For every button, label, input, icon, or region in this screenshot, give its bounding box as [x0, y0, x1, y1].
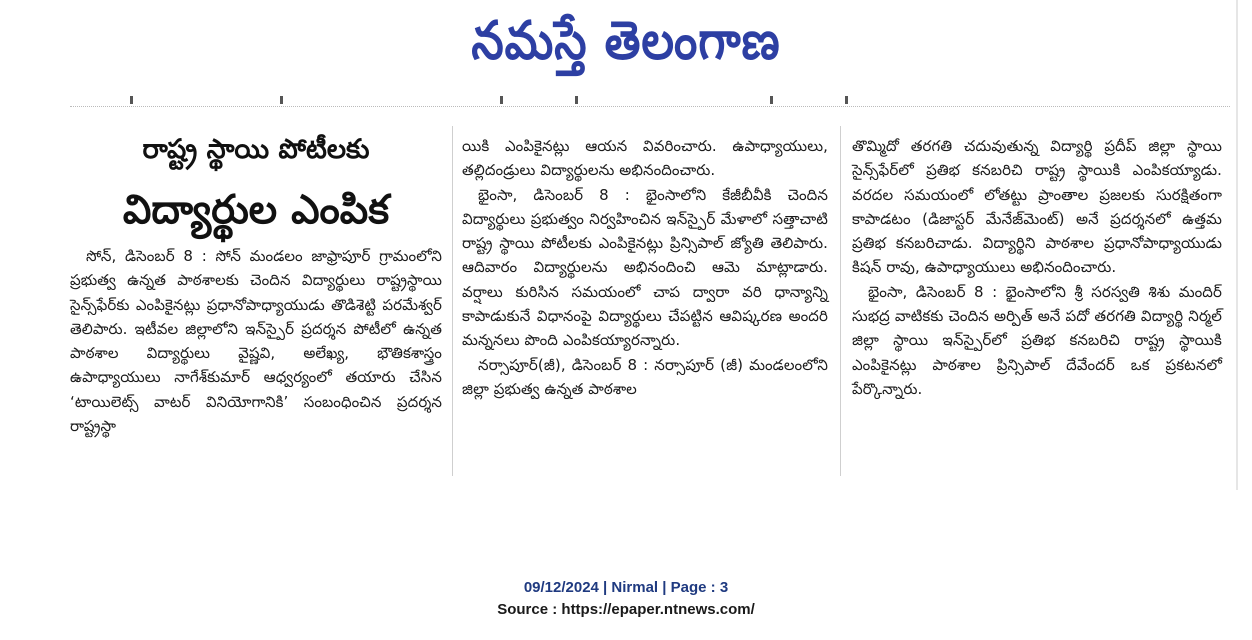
footer-edition-info: 09/12/2024 | Nirmal | Page : 3: [523, 579, 729, 596]
article-column-2: [462, 134, 828, 401]
footer-source: Source : https://epaper.ntnews.com/: [497, 601, 755, 618]
newspaper-title: నమస్తే తెలంగాణ: [471, 8, 781, 72]
headline-kicker: రాష్ట్ర స్థాయి పోటీలకు: [142, 134, 370, 165]
paragraph: యికి ఎంపికైనట్లు ఆయన వివరించారు. ఉపాధ్యాయులు, తల్లిదండ్రులు విద్యార్థులను అభినందించారు.: [462, 137, 828, 180]
clipping-cut-line: [70, 96, 1230, 107]
paragraph: సోన్, డిసెంబర్ 8 : సోన్ మండలం జాఫ్రాపూర్ గ్రామంలోని ప్రభుత్వ ఉన్నత పాఠశాలకు చెందిన విద్యార్థులు రాష్ట్రస్థాయి సైన్స్‌ఫేర్‌కు ఎంపికైనట్లు ప్రధానోపాధ్యాయుడు తొడిశెట్టి పరమేశ్వర్ తెలిపారు. ఇటీవల జిల్లాలోని ఇన్‌స్పైర్ ప్రదర్శన పోటీలో ఉన్నత పాఠశాల విద్యార్థులు వైష్ణవి, అలేఖ్య, భౌతికశాస్త్రం ఉపాధ్యాయులు నాగేశ్‌కుమార్ ఆధ్వర్యంలో తయారు చేసిన ‘టాయిలెట్స్ వాటర్ వినియోగానికి’ సంబంధించిన ప్రదర్శన రాష్ట్రస్థా: [70, 247, 442, 436]
cut-mark: [130, 96, 133, 104]
paragraph: నర్సాపూర్(జీ), డిసెంబర్ 8 : నర్సాపూర్ (జీ) మండలంలోని జిల్లా ప్రభుత్వ ఉన్నత పాఠశాల: [462, 355, 828, 398]
article-column-1: [70, 244, 442, 438]
paragraph: తొమ్మిదో తరగతి చదువుతున్న విద్యార్థి ప్రదీప్ జిల్లా స్థాయి సైన్స్‌ఫేర్‌లో ప్రతిభ కనబరిచి రాష్ట్ర స్థాయికి ఎంపికయ్యాడు. వరదల సమయంలో లోతట్టు ప్రాంతాల ప్రజలకు సురక్షితంగా కాపాడటం (డిజాస్టర్ మేనేజ్‌మెంట్) అనే ప్రదర్శనలో ఉత్తమ ప్రతిభ కనబరిచాడు. విద్యార్థిని పాఠశాల ప్రధానోపాధ్యాయుడు కిషన్ రావు, ఉపాధ్యాయులు అభినందించారు.: [852, 137, 1222, 277]
masthead: [0, 4, 1252, 76]
headline: విద్యార్థుల ఎంపిక: [122, 187, 390, 233]
cut-mark: [770, 96, 773, 104]
cut-mark: [845, 96, 848, 104]
paragraph: భైంసా, డిసెంబర్ 8 : భైంసాలోని కేజీబీవీకి చెందిన విద్యార్థులు ప్రభుత్వం నిర్వహించిన ఇన్‌స్పైర్ మేళాలో సత్తాచాటి రాష్ట్ర స్థాయి పోటీలకు ఎంపికైనట్లు ప్రిన్సిపాల్ జ్యోతి తెలిపారు. ఆదివారం విద్యార్థులను అభినందించి ఆమె మాట్లాడారు. వర్షాలు కురిసిన సమయంలో చాప ద్వారా వరి ధాన్యాన్ని కాపాడుకునే విధానంపై విద్యార్థులు చేపట్టిన ఆవిష్కరణ అందరి మన్ననలు పొంది ఎంపికయ్యారన్నారు.: [462, 185, 828, 350]
paragraph: భైంసా, డిసెంబర్ 8 : భైంసాలోని శ్రీ సరస్వతి శిశు మందిర్ సుభద్ర వాటికకు చెందిన అర్పిత్ అనే పదో తరగతి విద్యార్థి నిర్మల్ జిల్లా స్థాయి ఇన్‌స్పైర్‌లో ప్రతిభ కనబరిచి రాష్ట్ర స్థాయికి ఎంపికైనట్లు పాఠశాల ప్రిన్సిపాల్ దేవేందర్ ఒక ప్రకటనలో పేర్కొన్నారు.: [852, 282, 1222, 398]
column-divider: [452, 126, 453, 476]
page-edge: [1236, 0, 1238, 490]
article-column-3: [852, 134, 1222, 401]
cut-mark: [575, 96, 578, 104]
cut-mark: [280, 96, 283, 104]
cut-mark: [500, 96, 503, 104]
column-divider: [840, 126, 841, 476]
